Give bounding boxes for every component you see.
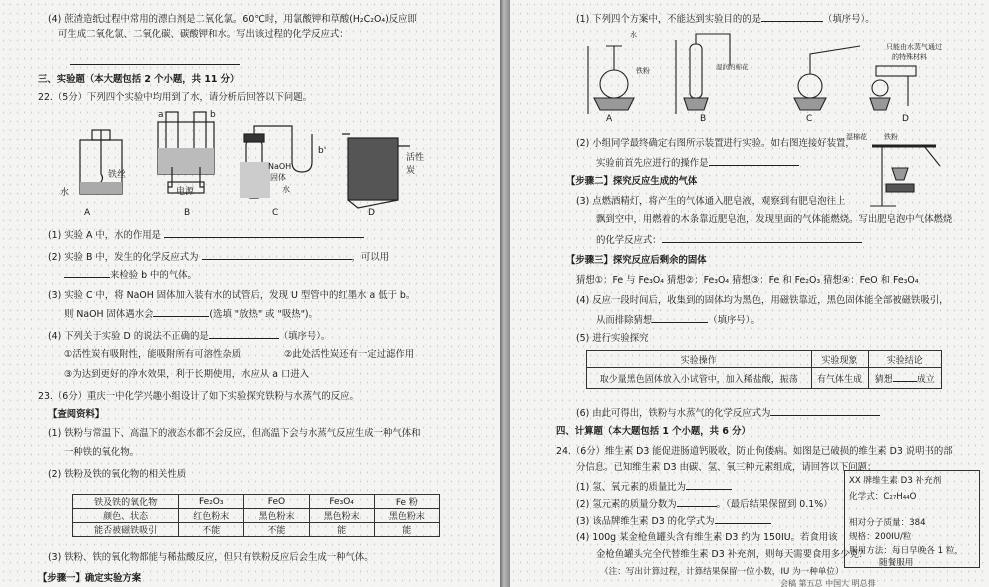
page-gutter — [500, 0, 510, 587]
vitamin-label-box — [844, 470, 980, 568]
q22-2b-blank[interactable] — [64, 268, 110, 278]
experiment-table — [586, 350, 942, 389]
label-electrode-b: b — [210, 110, 216, 120]
table-cell: 不能 — [179, 523, 244, 537]
q22-2-blank[interactable] — [202, 250, 352, 260]
r-label-fig-c: C — [806, 114, 813, 124]
table-row — [73, 509, 440, 523]
table-cell: 黑色粉末 — [244, 509, 309, 523]
r-label-fig-d: D — [902, 114, 909, 124]
figure-b-electrolysis — [158, 112, 214, 193]
r-label-iron-2: 铁粉 — [884, 133, 898, 141]
ref-heading: 【查阅资料】 — [48, 409, 105, 420]
r-label-iron: 铁粉 — [636, 67, 650, 75]
q22-1-text: (1) 实验 A 中，水的作用是 — [48, 228, 364, 242]
figure-a-jar — [80, 130, 122, 194]
r-label-special-2: 的特殊材料 — [892, 53, 927, 61]
table-cell: 实验现象 — [811, 351, 868, 368]
r-q24-2-blank[interactable] — [677, 497, 717, 507]
r-q3-text-2: 飘到空中，用燃着的木条靠近肥皂泡，发现里面的气体能燃烧。写出肥皂泡中气体燃烧 — [596, 214, 953, 225]
table-cell: Fe₂O₃ — [179, 495, 244, 509]
r-q24-text-2: 分信息。已知维生素 D3 由碳、氢、氧三种元素组成，请回答以下问题： — [576, 462, 877, 473]
label-electrode-a: a — [158, 110, 164, 120]
r-label-fig-b: B — [700, 114, 707, 124]
label-water-c: 水 — [282, 185, 290, 194]
r-q4-text-2: 从而排除猜想 （填序号）。 — [596, 315, 760, 326]
r-guess-text: 猜想①：Fe 与 Fe₃O₄ 猜想②：Fe₃O₄ 猜想③：Fe 和 Fe₂O₃ 猜想④：FeO 和 Fe₃O₄ — [576, 275, 919, 286]
table-cell: Fe₃O₄ — [309, 495, 374, 509]
r-q1-blank[interactable] — [761, 12, 823, 22]
table-row — [587, 368, 942, 389]
r-q24-1-text: (1) 氢、氧元素的质量比为 — [576, 480, 732, 494]
table-cell: 能 — [374, 523, 439, 537]
step-1-heading: 【步骤一】确定实验方案 — [38, 573, 142, 584]
r-label-wet-cotton: 湿润的棉花 — [716, 63, 749, 71]
r-q3-blank[interactable] — [662, 233, 862, 243]
q23-text: 23.（6分）重庆一中化学兴趣小组设计了如下实验探究铁粉与水蒸气的反应。 — [38, 391, 359, 402]
q22-1-blank[interactable] — [164, 228, 364, 238]
vitamin-label-title: XX 牌维生素 D3 补充剂 — [849, 476, 942, 486]
r-q24-text: 24.（6分）维生素 D3 能促进肠道钙吸收，防止佝偻病。如图是已破损的维生素 D3 说明书的部 — [556, 446, 953, 457]
r-q4-blank[interactable] — [652, 313, 708, 323]
r-q24-4-text-2: 金枪鱼罐头完全代替维生素 D3 补充剂，则每天需要食用多少克？ — [596, 549, 869, 560]
table-cell: 颜色、状态 — [73, 509, 179, 523]
r-q2-text: (2) 小组同学最终确定右图所示装置进行实验。如右图连接好装置， — [576, 138, 855, 149]
q22-2-text: (2) 实验 B 中，发生的化学反应式为 ，可以用 — [48, 252, 390, 263]
table-row — [587, 351, 942, 368]
vitamin-label-spec: 规格：200IU/粒 — [849, 532, 912, 542]
label-iron-wire: 铁丝 — [108, 170, 127, 180]
label-fig-a: A — [84, 208, 91, 218]
table-cell: 铁及铁的氧化物 — [73, 495, 179, 509]
table-cell: 实验结论 — [868, 351, 941, 368]
table-cell: 猜想 成立 — [868, 368, 941, 389]
q22-text: 22.（5分）下列四个实验中均用到了水，请分析后回答以下问题。 — [38, 92, 313, 103]
table-cell: 实验操作 — [587, 351, 812, 368]
label-fig-d: D — [368, 208, 375, 218]
table-cell: 有气体生成 — [811, 368, 868, 389]
q22-4-option-3: ③为达到更好的净水效果，利于长期使用，水应从 a 口进入 — [64, 369, 310, 380]
ref-2-text: (2) 铁粉及铁的氧化物的相关性质 — [48, 469, 187, 480]
label-power: 电源 — [176, 187, 195, 197]
label-b-prime: b' — [318, 146, 327, 156]
label-carbon: 活性 — [406, 153, 425, 163]
vitamin-label-usage-2: 随餐服用 — [879, 558, 914, 568]
r-q24-3-blank[interactable] — [715, 514, 771, 524]
table-cell: 取少量黑色固体放入小试管中，加入稀盐酸，振荡 — [587, 368, 812, 389]
r-q2-text-2: 实验前首先应进行的操作是 — [596, 156, 799, 170]
table-row — [73, 495, 440, 509]
vitamin-label-mass: 相对分子质量：384 — [849, 518, 926, 528]
vitamin-label-formula: 化学式：C₂₇H₄₄O — [849, 492, 917, 502]
table-row — [73, 523, 440, 537]
label-naoh: NaOH — [268, 162, 292, 171]
experiment-figures — [58, 104, 438, 216]
q22-3-blank[interactable] — [153, 307, 209, 317]
label-water-a: 水 — [60, 188, 70, 198]
q22-4-option-2: ②此处活性炭还有一定过滤作用 — [284, 349, 415, 360]
r-label-water: 水 — [630, 31, 637, 39]
q22-2-text-2: 来检验 b 中的气体。 — [64, 268, 197, 282]
r-q6-blank[interactable] — [770, 406, 880, 416]
q22-4-blank[interactable] — [209, 329, 279, 339]
iron-oxide-table — [72, 494, 440, 537]
q21-4-answer-blank[interactable] — [70, 55, 240, 65]
q22-3-text-2: 则 NaOH 固体遇水会 (选填 "放热" 或 "吸热")。 — [64, 309, 318, 320]
label-fig-b: B — [184, 208, 191, 218]
label-solid: 固体 — [270, 173, 286, 182]
r-section-4-heading: 四、计算题（本大题包括 1 个小题，共 6 分） — [556, 426, 751, 437]
q22-3-text: (3) 实验 C 中，将 NaOH 固体加入装有水的试管后，发现 U 型管中的红墨水 a 低于 b。 — [48, 290, 416, 301]
ref-1-text: (1) 铁粉与常温下、高温下的液态水都不会反应，但高温下会与水蒸气反应生成一种气体和 — [48, 428, 421, 439]
table-cell: 红色粉末 — [179, 509, 244, 523]
label-fig-c: C — [272, 208, 279, 218]
q22-4-option-1: ①活性炭有吸附性，能吸附所有可溶性杂质 — [64, 349, 242, 360]
r-label-special: 只能由水蒸气通过 — [886, 43, 942, 51]
q22-4-text: (4) 下列关于实验 D 的说法不正确的是 （填序号）。 — [48, 331, 331, 342]
r-q4-text: (4) 反应一段时间后，收集到的固体均为黑色，用磁铁靠近，黑色固体能全部被磁铁吸引， — [576, 295, 949, 306]
r-q24-1-blank[interactable] — [686, 480, 732, 490]
table-cell: 不能 — [244, 523, 309, 537]
r-step-3-heading: 【步骤三】探究反应后剩余的固体 — [566, 255, 707, 266]
r-q24-2-text: (2) 氢元素的质量分数为 。（最后结果保留到 0.1%） — [576, 499, 833, 510]
section-3-heading: 三、实验题（本大题包括 2 个小题，共 11 分） — [38, 74, 240, 85]
r-q24-3-text: (3) 该品牌维生素 D3 的化学式为 — [576, 514, 771, 528]
r-q3-text-3: 的化学反应式： — [596, 233, 862, 247]
table-cell: 能否被磁铁吸引 — [73, 523, 179, 537]
table-cell: Fe 粉 — [374, 495, 439, 509]
r-label-fig-a: A — [606, 114, 613, 124]
vitamin-label-usage: 服用方法：每日早晚各 1 粒， — [849, 546, 964, 556]
right-page — [510, 0, 989, 587]
figure-d-carbon-filter — [342, 134, 410, 208]
table-cell: 黑色粉末 — [309, 509, 374, 523]
r-q5-text: (5) 进行实验探究 — [576, 333, 649, 344]
r-footer: 会稿 第五总 中国大 明总排 — [780, 579, 876, 587]
q21-4-text-2: 可生成二氧化氯、二氧化碳、碳酸钾和水。写出该过程的化学反应式： — [58, 29, 349, 40]
r-q1-text: (1) 下列四个方案中，不能达到实验目的的是 （填序号）。 — [576, 14, 875, 25]
r-guess-blank[interactable] — [893, 372, 917, 382]
r-label-wet-cotton-2: 湿棉花 — [846, 133, 867, 141]
r-q2-blank[interactable] — [709, 156, 799, 166]
r-q6-text: (6) 由此可得出，铁粉与水蒸气的化学反应式为 — [576, 406, 880, 420]
r-q24-4-note: （注：写出计算过程，计算结果保留一位小数，IU 为一种单位） — [600, 567, 844, 577]
label-carbon-2: 炭 — [406, 166, 416, 176]
r-q24-4-text: (4) 100g 某金枪鱼罐头含有维生素 D3 约为 150IU。若食用该 — [576, 532, 838, 543]
q21-4-text: (4) 蔗渣造纸过程中常用的漂白剂是二氧化氯。60℃时，用氯酸钾和草酸(H₂C₂O₄)反应即 — [48, 14, 417, 25]
table-cell: 黑色粉末 — [374, 509, 439, 523]
table-cell: 能 — [309, 523, 374, 537]
r-step-2-heading: 【步骤二】探究反应生成的气体 — [566, 176, 698, 187]
table-cell: FeO — [244, 495, 309, 509]
ref-1-text-2: 一种铁的氧化物。 — [64, 447, 140, 458]
setup-figure — [866, 132, 956, 212]
r-q3-text: (3) 点燃酒精灯，将产生的气体通入肥皂液，观察到有肥皂泡往上 — [576, 196, 846, 207]
ref-3-text: (3) 铁粉、铁的氧化物都能与稀盐酸反应，但只有铁粉反应后会生成一种气体。 — [48, 552, 374, 563]
